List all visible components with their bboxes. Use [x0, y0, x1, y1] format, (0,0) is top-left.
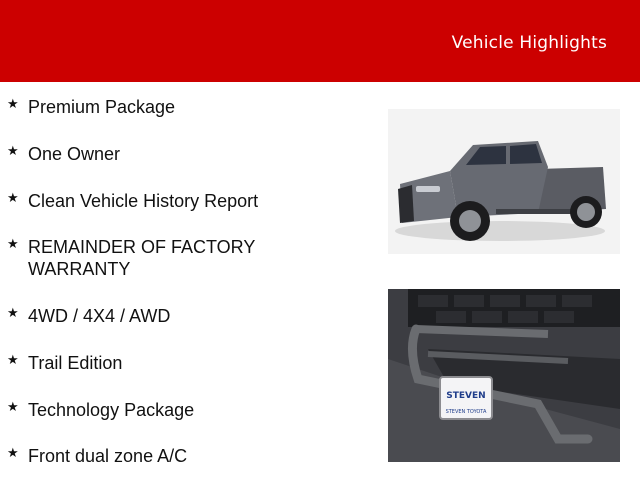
star-icon: ★: [7, 97, 19, 112]
star-icon: ★: [7, 144, 19, 159]
star-icon: ★: [7, 446, 19, 461]
highlight-label: Technology Package: [28, 400, 195, 420]
header-banner: [0, 0, 640, 82]
star-icon: ★: [7, 400, 19, 415]
star-icon: ★: [7, 306, 19, 321]
star-icon: ★: [7, 237, 19, 252]
star-icon: ★: [7, 353, 19, 368]
highlight-label: Front dual zone A/C: [28, 446, 188, 466]
highlight-label: One Owner: [28, 144, 121, 164]
highlight-label: 4WD / 4X4 / AWD: [28, 306, 171, 326]
plate-text: STEVEN: [446, 391, 486, 401]
highlight-label: REMAINDER OF FACTORY WARRANTY: [28, 237, 256, 279]
highlights-list: [0, 82, 380, 480]
page-title: Vehicle Highlights: [451, 33, 607, 53]
highlight-label: Clean Vehicle History Report: [28, 191, 259, 211]
highlight-label: Trail Edition: [28, 353, 123, 373]
front-bumper-photo: [388, 289, 620, 462]
star-icon: ★: [7, 191, 19, 206]
truck-side-photo: [388, 109, 620, 254]
highlight-label: Premium Package: [28, 97, 176, 117]
plate-subtext: STEVEN TOYOTA: [445, 409, 487, 415]
